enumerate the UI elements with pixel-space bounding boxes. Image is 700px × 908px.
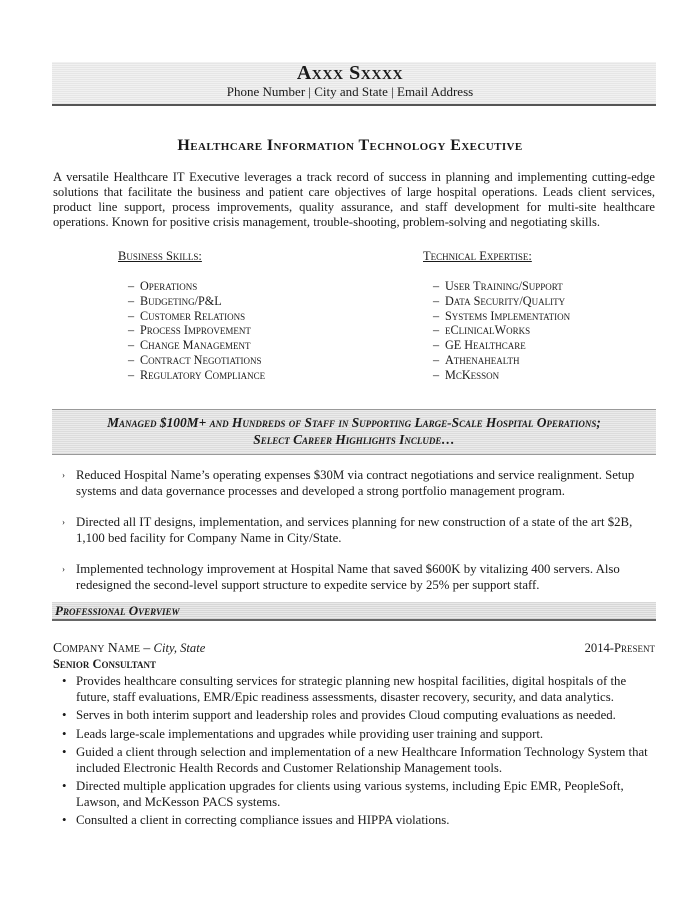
employment-dates: 2014-Present xyxy=(584,641,655,655)
arrow-bullet-icon: › xyxy=(62,564,65,574)
dash-icon: – xyxy=(433,352,440,367)
dash-icon: – xyxy=(128,323,135,338)
technical-expertise-column xyxy=(423,249,663,383)
banner-line-1: Managed $100M+ and Hundreds of Staff in Supporting Large-Scale Hospital Operations; xyxy=(107,415,601,430)
banner-line-2: Select Career Highlights Include… xyxy=(253,432,455,447)
section-title: Professional Overview xyxy=(55,603,180,618)
highlights-banner-text xyxy=(52,414,656,448)
business-skills-list xyxy=(118,279,378,383)
list-item: – eClinicalWorks xyxy=(433,323,531,338)
candidate-name: Axxx Sxxxx xyxy=(296,62,404,84)
list-item: – Systems Implementation xyxy=(433,308,571,323)
separator: – xyxy=(143,640,151,655)
summary-paragraph: A versatile Healthcare IT Executive leverages a track record of success in planning and implementing cutting-edge solutions that facilitate the business and patient care objectives of large hospital operations. Leads client services, product line support, process improvements, quality assurance, and staff development for multi-site healthcare operations. Known for positive crisis management, trouble-shooting, problem-solving and negotiating skills. xyxy=(53,170,655,229)
bullet-icon: • xyxy=(62,745,67,759)
dash-icon: – xyxy=(433,338,440,353)
technical-expertise-list xyxy=(423,279,663,383)
job-title: Senior Consultant xyxy=(53,657,156,671)
bullet-icon: • xyxy=(62,726,67,741)
list-item: – Change Management xyxy=(128,338,251,353)
dash-icon: – xyxy=(433,323,440,338)
arrow-bullet-icon: › xyxy=(62,517,65,527)
contact-line: Phone Number | City and State | Email Address xyxy=(226,84,474,99)
business-skills-heading: Business Skills: xyxy=(118,249,202,263)
dash-icon: – xyxy=(433,308,440,323)
company-name: Company Name xyxy=(53,640,140,655)
list-item: – Data Security/Quality xyxy=(433,293,566,308)
list-item: – Operations xyxy=(128,279,198,293)
list-item: – User Training/Support xyxy=(433,279,563,293)
dash-icon: – xyxy=(128,279,135,293)
list-item: – Customer Relations xyxy=(128,308,246,323)
dash-icon: – xyxy=(128,367,135,382)
dash-icon: – xyxy=(433,293,440,308)
list-item: – GE Healthcare xyxy=(433,338,526,353)
list-item: • Serves in both interim support and leadership roles and provides Cloud computing evaluations as needed. xyxy=(62,708,616,722)
list-item: › Directed all IT designs, implementation, and services planning for new construction of a state of the art $2B, 1,100 bed facility for Company Name in City/State. xyxy=(62,515,633,545)
bullet-icon: • xyxy=(62,779,67,793)
list-item: – Process Improvement xyxy=(128,323,251,338)
dash-icon: – xyxy=(128,352,135,367)
arrow-bullet-icon: › xyxy=(62,470,65,480)
resume-title: Healthcare Information Technology Executive xyxy=(177,137,523,154)
job-duties-list xyxy=(62,674,657,832)
company-location: City, State xyxy=(153,641,206,655)
company-line xyxy=(53,640,205,656)
career-highlights-list xyxy=(62,468,652,609)
dash-icon: – xyxy=(433,279,440,293)
list-item: • Guided a client through selection and implementation of a new Healthcare Information Technology System that included Electronic Health Records and Customer Relationship Management tools. xyxy=(62,745,648,775)
list-item: – Regulatory Compliance xyxy=(128,367,266,382)
business-skills-column xyxy=(118,249,378,383)
list-item: • Consulted a client in correcting compliance issues and HIPPA violations. xyxy=(62,813,450,827)
list-item: – Budgeting/P&L xyxy=(128,293,222,308)
dash-icon: – xyxy=(128,293,135,308)
bullet-icon: • xyxy=(62,674,67,688)
list-item: • Provides healthcare consulting services for strategic planning new hospital facilities, digital hospitals of the future, staff evaluations, EMR/Epic readiness assessments, disaster recovery, security, and data analytics. xyxy=(62,674,627,704)
bullet-icon: • xyxy=(62,813,67,827)
list-item: – McKesson xyxy=(433,367,500,382)
list-item: › Reduced Hospital Name’s operating expenses $30M via contract negotiations and service realignment. Setup systems and data governance processes and developed a strong portfolio management program. xyxy=(62,468,635,498)
list-item: › Implemented technology improvement at Hospital Name that saved $600K by vitalizing 400 servers. Also redesigned the second-level support structure to expedite service by 25% per support staff. xyxy=(62,562,620,592)
dash-icon: – xyxy=(433,367,440,382)
list-item: • Leads large-scale implementations and upgrades while providing user training and support. xyxy=(62,726,544,741)
list-item: – Athenahealth xyxy=(433,352,520,367)
technical-expertise-heading: Technical Expertise: xyxy=(423,249,532,263)
bullet-icon: • xyxy=(62,708,67,722)
list-item: – Contract Negotiations xyxy=(128,352,262,367)
list-item: • Directed multiple application upgrades for clients using various systems, including Epic EMR, PeopleSoft, Lawson, and McKesson PACS systems. xyxy=(62,779,624,809)
dash-icon: – xyxy=(128,308,135,323)
dash-icon: – xyxy=(128,338,135,353)
